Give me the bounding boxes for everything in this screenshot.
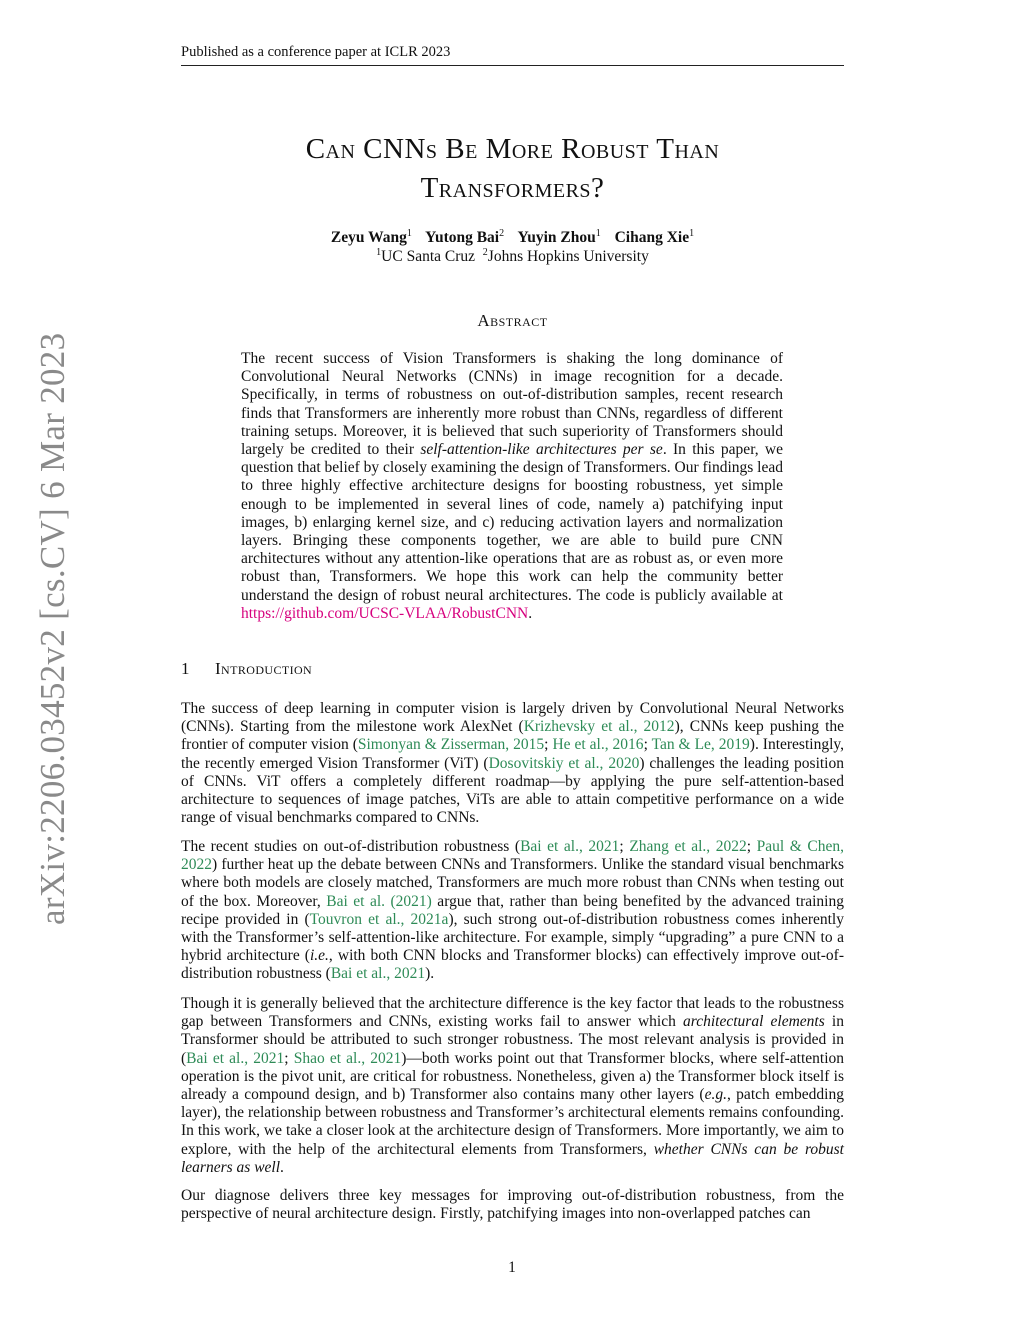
section-heading-introduction <box>181 659 312 679</box>
paragraph-emphasis: whether CNNs can be robust learners as well <box>181 1140 844 1176</box>
affiliation-list <box>181 247 844 266</box>
author-affiliation-mark: 2 <box>499 228 505 239</box>
paragraph-text: , patch embedding layer), the relationship between robustness and Transformer’s architectural elements remains confounding. In this work, we take a closer look at the architecture design of Transformers. More importantly, we aim to explore, with the help of the architectural elements from Transformers, <box>181 1086 844 1158</box>
header-rule <box>181 65 844 66</box>
running-head: Published as a conference paper at ICLR 2023 <box>181 44 451 60</box>
paragraph-text: Though it is generally believed that the architecture difference is the key factor that leads to the robustness gap between Transformers and CNNs, existing works fail to answer which <box>181 995 844 1031</box>
citation-link[interactable]: Simonyan & Zisserman, 2015 <box>357 736 545 754</box>
citation-link[interactable]: Bai et al. (2021) <box>326 892 432 910</box>
paragraph-text: ). <box>425 965 435 983</box>
citation-link[interactable]: He et al., 2016 <box>552 736 644 754</box>
arxiv-identifier-stamp[interactable]: arXiv:2206.03452v2 [cs.CV] 6 Mar 2023 <box>33 332 72 925</box>
page-number: 1 <box>508 1259 516 1276</box>
author-affiliation-mark: 1 <box>689 228 695 239</box>
paragraph-text: in Transformer should be attributed to such stronger robustness. The most relevant analysis is provided in ( <box>181 1013 844 1067</box>
abstract-emphasis: self-attention-like architectures per se <box>420 441 663 459</box>
affiliation-name: Johns Hopkins University <box>487 248 649 266</box>
paragraph-emphasis: architectural elements <box>683 1013 825 1031</box>
paragraph-text: ; <box>284 1049 294 1067</box>
paragraph-emphasis: e.g. <box>704 1086 727 1104</box>
paragraph-text: argue that, rather than being benefited by the advanced training recipe provided in ( <box>181 892 844 928</box>
paragraph-text: ; <box>746 838 757 855</box>
citation-link[interactable]: Krizhevsky et al., 2012 <box>523 718 675 736</box>
citation-link[interactable]: Touvron et al., 2021a <box>309 910 449 928</box>
intro-paragraph-4 <box>181 1187 844 1223</box>
author-affiliation-mark: 1 <box>595 228 601 239</box>
citation-link[interactable]: Shao et al., 2021 <box>293 1049 402 1067</box>
paragraph-text: ), such strong out-of-distribution robustness comes inherently with the Transformer’s self-attention-like architecture. For example, simply “upgrading” a pure CNN to a hybrid architecture ( <box>181 910 844 965</box>
paragraph-text: ), CNNs keep pushing the frontier of computer vision ( <box>181 718 845 754</box>
affiliation-name: UC Santa Cruz <box>381 248 476 266</box>
citation-link[interactable]: Bai et al., 2021 <box>186 1049 285 1067</box>
paragraph-text: ). Interestingly, the recently emerged Vision Transformer (ViT) ( <box>181 736 844 772</box>
author-affiliation-mark: 1 <box>406 228 412 239</box>
paragraph-text: Our diagnose delivers three key messages for improving out-of-distribution robustness, from the perspective of neural architecture design. Firstly, patchifying images into non-overlapped patches can <box>181 1187 844 1223</box>
paragraph-text: ; <box>643 736 652 754</box>
intro-paragraph-1 <box>181 700 844 827</box>
citation-link[interactable]: Tan & Le, 2019 <box>651 736 750 754</box>
paragraph-emphasis: i.e. <box>309 947 329 965</box>
author-name: Yutong Bai <box>425 229 500 247</box>
paragraph-text: The recent studies on out-of-distribution robustness ( <box>181 838 521 855</box>
abstract-body <box>241 350 783 623</box>
abstract-heading: Abstract <box>477 311 548 330</box>
author-name: Cihang Xie <box>614 229 690 247</box>
affiliation-mark: 1 <box>376 247 382 258</box>
title-line-1: Can CNNs Be More Robust Than <box>305 133 720 165</box>
paragraph-text: )—both works point out that Transformer blocks, where self-attention operation is the pivot unit, are critical for robustness. Nonetheless, given a) the Transformer block itself is already a compound design, and b) Transformer also contains many other layers ( <box>181 1049 845 1104</box>
paragraph-text: ) further heat up the debate between CNNs and Transformers. Unlike the standard visual benchmarks where both models are closely matched, Transformers are much more robust than CNNs when testing out of the box. Moreover, <box>181 856 844 910</box>
author-name: Yuyin Zhou <box>517 229 596 247</box>
paragraph-text: . <box>280 1158 284 1176</box>
paragraph-text: ) challenges the leading position of CNNs. ViT offers a completely different roadmap—by applying the pure self-attention-based architecture to sequences of image patches, ViTs are able to attain competitive performance on a wide range of visual benchmarks compared to CNNs. <box>181 754 844 827</box>
paragraph-text: ; <box>619 838 630 855</box>
title-line-2: Transformers? <box>420 172 605 204</box>
section-number: 1 <box>181 659 190 678</box>
affiliation-mark: 2 <box>482 247 488 258</box>
code-repository-link[interactable]: https://github.com/UCSC-VLAA/RobustCNN <box>241 604 529 622</box>
author-list <box>181 228 844 247</box>
citation-link[interactable]: Paul & Chen, 2022 <box>181 838 844 874</box>
author-name: Zeyu Wang <box>330 229 407 247</box>
citation-link[interactable]: Bai et al., 2021 <box>520 838 620 855</box>
citation-link[interactable]: Zhang et al., 2022 <box>629 838 747 855</box>
intro-paragraph-2 <box>181 838 844 984</box>
paragraph-text: The success of deep learning in computer vision is largely driven by Convolutional Neural Networks (CNNs). Starting from the milestone work AlexNet ( <box>181 700 844 736</box>
abstract-text: . In this paper, we question that belief by closely examining the design of Transformers. Our findings lead to three highly effective architecture designs for boosting robustness, yet simple enough to be implemented in several lines of code, namely a) patchifying input images, b) enlarging kernel size, and c) reducing activation layers and normalization layers. Bringing these components together, we are able to build pure CNN architectures without any attention-like operations that are as robust as, or even more robust than, Transformers. We hope this work can help the community better understand the design of robust neural architectures. The code is publicly available at <box>241 441 783 604</box>
citation-link[interactable]: Dosovitskiy et al., 2020 <box>488 754 640 772</box>
abstract-text: The recent success of Vision Transformers is shaking the long dominance of Convolutional Neural Networks (CNNs) in image recognition for a decade. Specifically, in terms of robustness on out-of-distribution samples, recent research finds that Transformers are inherently more robust than CNNs, regardless of different training setups. Moreover, it is believed that such superiority of Transformers should largely be credited to their <box>241 350 783 459</box>
section-title: Introduction <box>215 659 313 678</box>
intro-paragraph-3 <box>181 995 844 1177</box>
citation-link[interactable]: Bai et al., 2021 <box>330 965 426 983</box>
paragraph-text: ; <box>544 736 553 754</box>
abstract-text: . <box>528 604 533 622</box>
paragraph-text: , with both CNN blocks and Transformer blocks) can effectively improve out-of-distribution robustness ( <box>181 947 844 983</box>
paper-title <box>181 130 844 208</box>
